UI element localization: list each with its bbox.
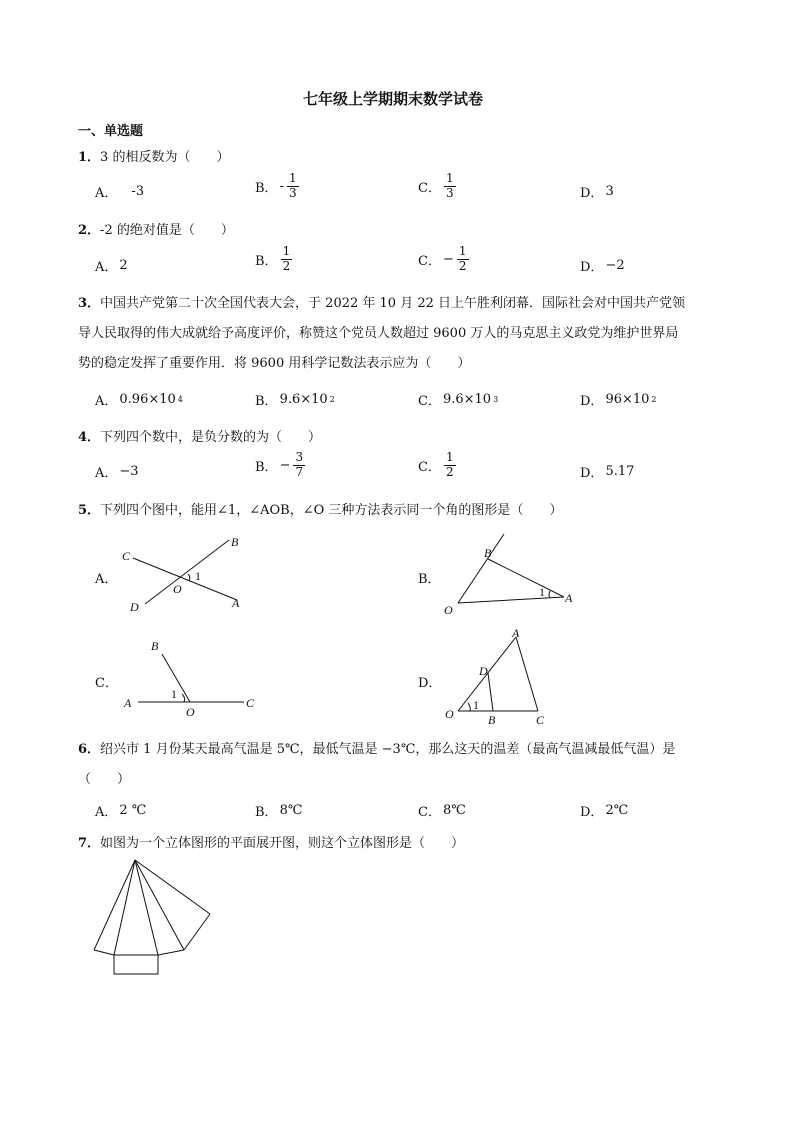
q5-option-d-label[interactable]: D． xyxy=(418,676,442,691)
label-c: C xyxy=(246,696,255,710)
question-3-line-3: 势的稳定发挥了重要作用．将 9600 用科学记数法表示应为（ ） xyxy=(78,356,471,371)
label-1: 1 xyxy=(473,698,479,712)
q5-option-c-label[interactable]: C． xyxy=(95,676,118,691)
q6-option-a[interactable]: A． 2 ℃ xyxy=(95,803,147,820)
fraction: $\frac{1}{3}$ xyxy=(288,171,297,200)
q6-option-d[interactable]: D． 2℃ xyxy=(580,803,629,820)
section-heading: 一、单选题 xyxy=(78,124,144,139)
q4-option-a[interactable]: A． −3 xyxy=(95,464,139,481)
q2-option-b[interactable]: B． $\frac{1}{2}$ xyxy=(255,244,291,273)
q1-option-c[interactable]: C． $\frac{1}{3}$ xyxy=(418,171,454,200)
q3-option-c[interactable]: C． 9.6×10 3 xyxy=(418,392,499,409)
q5-option-a-label[interactable]: A． xyxy=(95,572,118,587)
question-3-line-2: 导人民取得的伟大成就给予高度评价，称赞这个党员人数超过 9600 万人的马克思主义政党为维护世界局 xyxy=(78,326,679,341)
question-3-line-1: 3．中国共产党第二十次全国代表大会，于 2022 年 10 月 22 日上午胜利闭幕．国际社会对中国共产党领 xyxy=(78,296,686,311)
q4-option-b[interactable]: B． − $\frac{3}{7}$ xyxy=(255,450,304,479)
label-1: 1 xyxy=(539,585,545,599)
label-c: C xyxy=(536,713,545,725)
label-b: B xyxy=(484,546,492,560)
page-title: 七年级上学期期末数学试卷 xyxy=(303,90,484,108)
fraction: $\frac{1}{3}$ xyxy=(445,171,454,200)
question-1-stem: 1．3 的相反数为（ ） xyxy=(78,150,230,165)
q3-option-a[interactable]: A． 0.96×10 4 xyxy=(95,392,183,409)
q2-option-c[interactable]: C． − $\frac{1}{2}$ xyxy=(418,244,467,273)
label-b: B xyxy=(151,639,159,653)
label-b: B xyxy=(231,535,239,549)
q6-option-c[interactable]: C． 8℃ xyxy=(418,803,466,820)
label-a: A xyxy=(512,626,520,640)
fraction: $\frac{3}{7}$ xyxy=(295,450,304,479)
q1-option-d[interactable]: D． 3 xyxy=(580,184,614,201)
fraction: $\frac{1}{2}$ xyxy=(458,244,467,273)
label-d: D xyxy=(479,664,488,678)
label-a: A xyxy=(232,596,240,610)
q2-option-a[interactable]: A． 2 xyxy=(95,258,128,275)
fraction: $\frac{1}{2}$ xyxy=(445,450,454,479)
q3-option-b[interactable]: B． 9.6×10 2 xyxy=(255,392,335,409)
q4-option-c[interactable]: C． $\frac{1}{2}$ xyxy=(418,450,454,479)
q5-option-b-label[interactable]: B． xyxy=(418,572,441,587)
q5-figure-b xyxy=(440,530,590,620)
label-d: D xyxy=(130,600,139,614)
fraction: $\frac{1}{2}$ xyxy=(282,244,291,273)
label-o: O xyxy=(186,705,195,718)
question-6-line-1: 6．绍兴市 1 月份某天最高气温是 5℃，最低气温是 −3℃，那么这天的温差（最高气温减最低气温）是 xyxy=(78,742,676,757)
label-b: B xyxy=(488,713,496,725)
label-1: 1 xyxy=(171,687,177,701)
q1-option-a[interactable]: A． -3 xyxy=(95,184,145,201)
question-7-stem: 7．如图为一个立体图形的平面展开图，则这个立体图形是（ ） xyxy=(78,836,465,851)
q6-option-b[interactable]: B． 8℃ xyxy=(255,803,303,820)
q2-option-d[interactable]: D． −2 xyxy=(580,258,625,275)
label-1: 1 xyxy=(195,569,201,583)
q5-figure-d xyxy=(440,625,570,725)
question-6-line-2: （ ） xyxy=(78,772,131,787)
question-2-stem: 2．-2 的绝对值是（ ） xyxy=(78,223,234,238)
q5-figure-a xyxy=(115,532,255,614)
question-5-stem: 5．下列四个图中，能用∠1，∠AOB，∠O 三种方法表示同一个角的图形是（ ） xyxy=(78,503,563,518)
label-o: O xyxy=(173,582,182,596)
label-a: A xyxy=(124,696,132,710)
label-a: A xyxy=(565,591,573,605)
label-o: O xyxy=(444,603,453,617)
q4-option-d[interactable]: D． 5.17 xyxy=(580,464,635,481)
q5-figure-c xyxy=(118,636,268,718)
label-o: O xyxy=(445,707,454,721)
question-4-stem: 4．下列四个数中，是负分数的为（ ） xyxy=(78,430,322,445)
q7-net-figure xyxy=(88,858,218,978)
q3-option-d[interactable]: D． 96×10 2 xyxy=(580,392,657,409)
label-c: C xyxy=(122,549,131,563)
q1-option-b[interactable]: B． - $\frac{1}{3}$ xyxy=(255,171,297,200)
